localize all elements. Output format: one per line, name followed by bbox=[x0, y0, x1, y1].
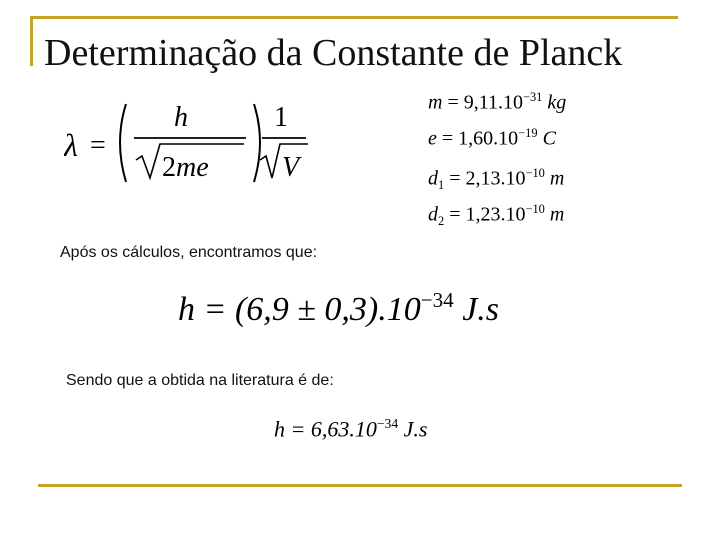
constant-e: $e = 1,60.10^{-19}$ C bbox=[428, 126, 556, 150]
bottom-accent-line bbox=[38, 484, 682, 487]
result-intro-text: Após os cálculos, encontramos que: bbox=[60, 244, 318, 261]
constant-d2: $d_2 = 1,23.10^{-10}$ m bbox=[428, 202, 565, 229]
left-accent-line bbox=[30, 16, 33, 66]
equals-sign: = bbox=[90, 130, 106, 161]
lambda-formula bbox=[64, 92, 314, 192]
constant-m: $m = 9,11.10^{-31}$ kg bbox=[428, 90, 567, 114]
right-paren bbox=[254, 104, 260, 182]
top-accent-line bbox=[30, 16, 678, 19]
numerator-h: h bbox=[174, 102, 188, 133]
denominator-V: V bbox=[282, 152, 300, 183]
literature-intro-text: Sendo que a obtida na literatura é de: bbox=[66, 372, 334, 389]
constant-d1: $d_1 = 2,13.10^{-10}$ m bbox=[428, 166, 565, 193]
result-equation: $h = (6,9 \pm 0,3).10^{-34}$ J.s bbox=[178, 288, 500, 329]
lambda-symbol: λ bbox=[64, 127, 78, 163]
slide-title: Determinação da Constante de Planck bbox=[44, 32, 623, 74]
left-paren bbox=[120, 104, 126, 182]
denominator-2me: 2me bbox=[162, 152, 209, 183]
literature-equation: $h = 6,63.10^{-34}$ J.s bbox=[274, 416, 428, 442]
numerator-1: 1 bbox=[274, 102, 288, 133]
